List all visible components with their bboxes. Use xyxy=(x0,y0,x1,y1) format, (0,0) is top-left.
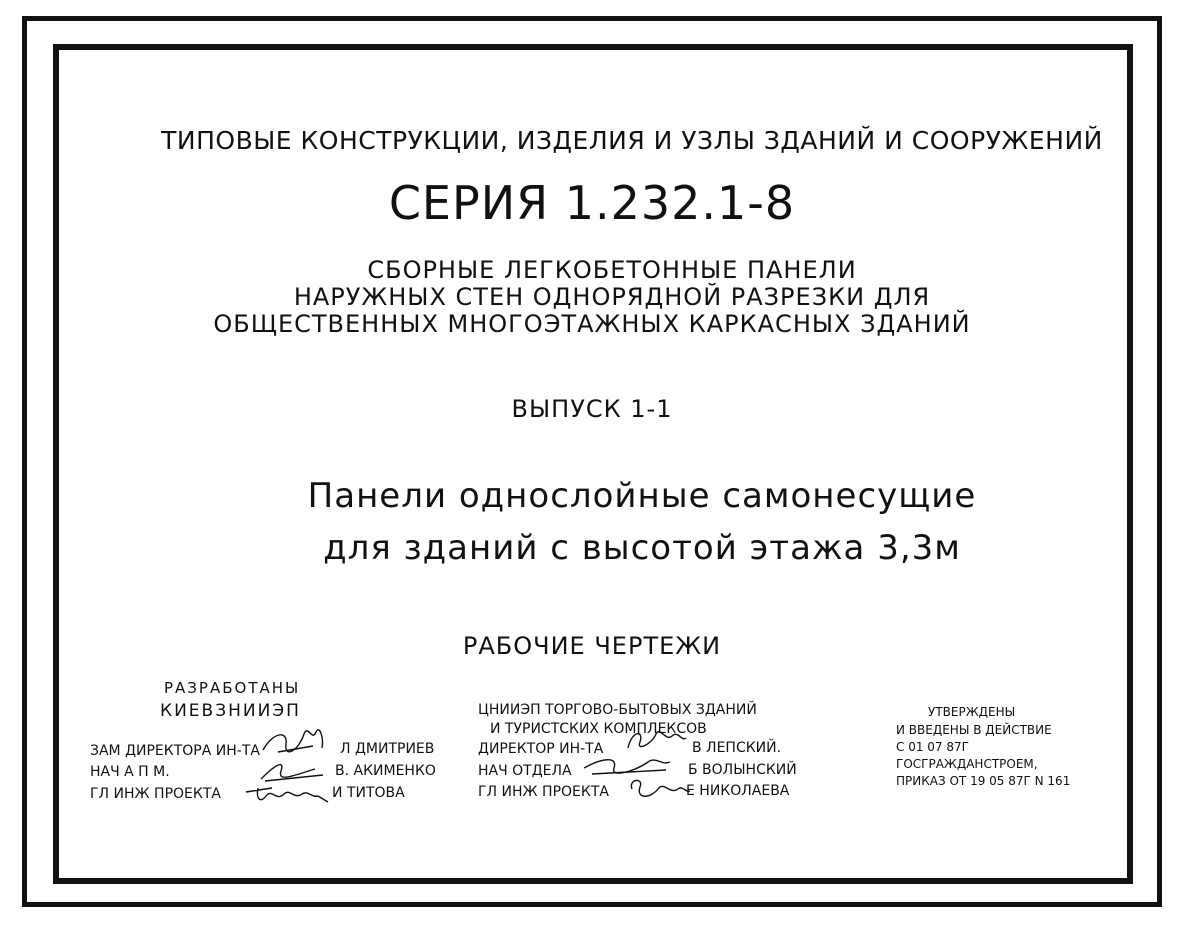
developed-name-2: В. АКИМЕНКО xyxy=(335,763,436,779)
approved-line-1: УТВЕРЖДЕНЫ xyxy=(928,705,1016,719)
center-role-2: НАЧ ОТДЕЛА xyxy=(478,763,572,779)
developed-title: РАЗРАБОТАНЫ xyxy=(164,679,301,697)
approved-line-5: ПРИКАЗ ОТ 19 05 87Г N 161 xyxy=(896,774,1071,788)
signature-dmitriev xyxy=(258,722,328,762)
description-line-1: СБОРНЫЕ ЛЕГКОБЕТОННЫЕ ПАНЕЛИ xyxy=(367,256,857,284)
center-role-1: ДИРЕКТОР ИН-ТА xyxy=(478,741,604,757)
developed-name-3: И ТИТОВА xyxy=(332,785,405,801)
developed-org: КИЕВЗНИИЭП xyxy=(160,701,301,721)
approved-line-4: ГОСГРАЖДАНСТРОЕМ, xyxy=(896,757,1038,771)
center-org-line-2: И ТУРИСТСКИХ КОМПЛЕКСОВ xyxy=(490,721,707,737)
description-line-3: ОБЩЕСТВЕННЫХ МНОГОЭТАЖНЫХ КАРКАСНЫХ ЗДАНИЙ xyxy=(213,310,971,338)
description-line-2: НАРУЖНЫХ СТЕН ОДНОРЯДНОЙ РАЗРЕЗКИ ДЛЯ xyxy=(293,283,931,311)
developed-name-1: Л ДМИТРИЕВ xyxy=(340,741,435,757)
center-name-2: Б ВОЛЫНСКИЙ xyxy=(688,762,797,778)
series-title: СЕРИЯ 1.232.1-8 xyxy=(388,176,796,230)
drawings-type: РАБОЧИЕ ЧЕРТЕЖИ xyxy=(462,632,722,660)
approved-line-2: И ВВЕДЕНЫ В ДЕЙСТВИЕ xyxy=(896,723,1052,737)
approved-line-3: С 01 07 87Г xyxy=(896,740,969,754)
issue-label: ВЫПУСК 1-1 xyxy=(511,395,673,423)
header-title: ТИПОВЫЕ КОНСТРУКЦИИ, ИЗДЕЛИЯ И УЗЛЫ ЗДАНИЙ И СООРУЖЕНИЙ xyxy=(161,126,1103,155)
signature-titova xyxy=(242,780,332,808)
developed-role-3: ГЛ ИНЖ ПРОЕКТА xyxy=(90,786,221,802)
panel-title-line-2: для зданий с высотой этажа 3,3м xyxy=(323,528,961,568)
center-name-3: Е НИКОЛАЕВА xyxy=(686,783,790,799)
center-role-3: ГЛ ИНЖ ПРОЕКТА xyxy=(478,784,609,800)
center-org-line-1: ЦНИИЭП ТОРГОВО-БЫТОВЫХ ЗДАНИЙ xyxy=(478,702,757,718)
developed-role-2: НАЧ А П М. xyxy=(90,764,170,780)
center-name-1: В ЛЕПСКИЙ. xyxy=(692,740,782,756)
developed-role-1: ЗАМ ДИРЕКТОРА ИН-ТА xyxy=(90,743,260,759)
signature-nikolaeva xyxy=(624,775,694,805)
panel-title-line-1: Панели однослойные самонесущие xyxy=(307,476,977,516)
